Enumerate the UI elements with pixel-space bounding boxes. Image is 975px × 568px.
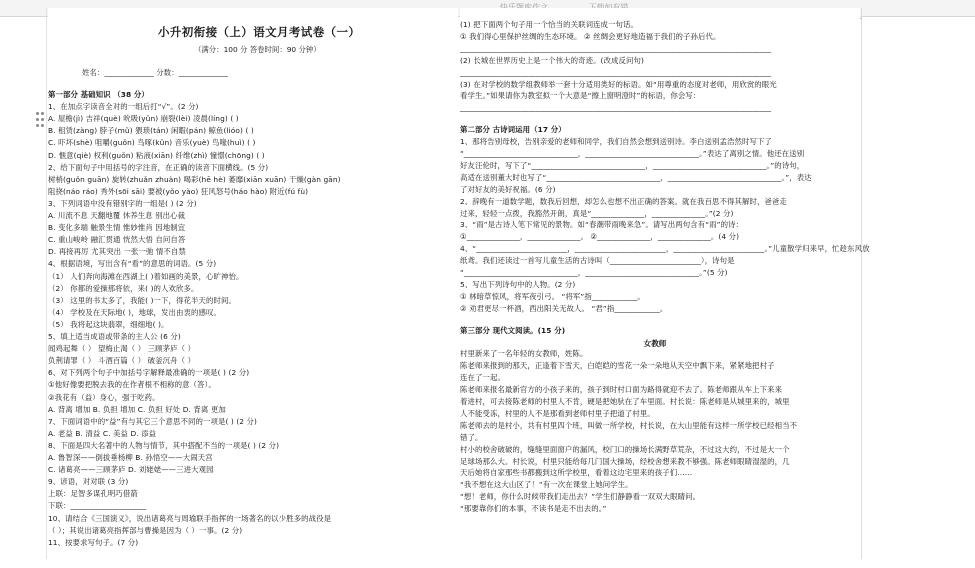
text-line: 看学生。”如果请你为教室拟一个大意是“擦上窗明澄时”的标语，你会写：: [460, 91, 701, 101]
article-title: 女教师: [643, 338, 667, 348]
text-line: 村里新来了一名年轻的女教师，姓陈。: [460, 349, 588, 359]
text-line: A. 川流不息 天翻地覆 休养生息 别出心裁: [48, 211, 186, 220]
text-line: ② 劝君更尽一杯酒，西出阳关无故人。 “君”指____________。: [460, 303, 668, 313]
text-line: 陈老师去的是村小，共有村里四个班，叫做一所学校，村长说，在大山里能有这样一所学校已经相当不: [460, 420, 798, 430]
exam-title: 小升初衔接（上）语文月考试卷（一）: [158, 25, 361, 39]
text-line: （3） 这里的书太多了，我能( )一下，得花半天的时间。: [48, 295, 236, 305]
section-heading: 第二部分 古诗词运用（17 分）: [460, 125, 566, 135]
text-line: 11、按要求写句子。(7 分): [48, 537, 139, 547]
section-heading: 第三部分 现代文阅读。(15 分): [460, 325, 566, 335]
text-line: 2、给下面句子中用括号的字注音，在正确的读音下面横线。(5 分): [48, 162, 269, 172]
text-line: 了对好友的美好祝福。(6 分): [460, 184, 556, 194]
text-line: 纸鸢。我们还读过一首写儿童生活的古诗叫（________________________），诗句是: [460, 256, 735, 266]
text-line: A. 背离 增加 B. 负担 增加 C. 负担 好处 D. 背离 更加: [48, 404, 226, 414]
text-line: 足球场那么大。村长说，村里只能给每几门国大操场，经校舍想来教不够强。陈老师眼睛湿湿的，几: [460, 456, 790, 466]
text-line: “想！老师，你什么时候带我们走出去？”学生们静静看一双双大眼睛问。: [460, 492, 701, 502]
text-line: 阻挠(náo ráo) 秀外(sōi sāi) 要被(yǒo yào) 狂风怒号(háo hào) 附近(fú fù): [48, 186, 309, 196]
text-line: 4、“________________________，________________________，________________________。”儿童散学归来早，忙趁东风放: [460, 244, 870, 254]
text-line: 4、根据语境，写出含有“看”的意思的词语。(5 分): [48, 259, 217, 269]
text-line: “那要靠你们的本事，不读书是走不出去的。”: [460, 504, 607, 514]
text-line: 3、下列词语中没有错别字的一组是( ) (2 分): [48, 198, 197, 208]
text-line: 下联：____________________: [48, 501, 147, 511]
text-line: 连在了一起。: [460, 373, 505, 383]
text-line: __________________________________________________________________________________: [460, 43, 772, 53]
text-line: A. 老益 B. 清益 C. 美益 D. 添益: [48, 428, 157, 438]
text-line: ②我花有（益）身心，强于吃药。: [48, 392, 160, 402]
text-line: 1、那将告别母校，告别亲爱的老师和同学，我们自然会想到送别诗。李白送别孟浩然时写下了: [460, 137, 772, 147]
section-heading: 第一部分 基础知识 （38 分）: [48, 90, 149, 99]
text-line: 树梢(guǒn guān) 旋转(zhuǎn zhuàn) 喝彩(hē hè) 萎靡(xiān xuān) 干燥(gàn gān): [48, 174, 341, 184]
text-line: “______________________________，______________________________。”(5 分): [460, 268, 728, 277]
text-line: 陈老师来报名最新官方的小孩子来的，孩子到时村口面为路得就迎不去了。陈老师跟从车上下来来: [460, 385, 783, 395]
text-line: A. 鲁智深——倒拔垂杨柳 B. 孙悟空——大闹天宫: [48, 453, 213, 462]
text-line: 1、在加点字读音全对的一组后打“√”。(2 分): [48, 102, 199, 112]
text-line: C. 吓坏(shè) 咀嚼(guǒn) 鸟啄(kǔn) 音乐(yuè) 鸟喙(huì) ( ): [48, 138, 256, 148]
text-line: 5、写出下列诗句中的人物。(2 分): [460, 279, 576, 289]
text-line: C. 诸葛亮——三顾茅庐 D. 刘姥姥——三进大观园: [48, 465, 214, 475]
text-line: D. 惬意(qiè) 权利(guǒn) 粘液(xiān) 纤维(zhì) 憧憬(chōng) ( ): [48, 150, 265, 160]
page-left: [48, 8, 458, 568]
text-line: 3、“雨”是古诗人笔下常见的景物。如“春潮带雨晚来急”。请写出两句含有“雨”的诗：: [460, 220, 744, 230]
text-line: A. 屋檐(jì) 吉祥(què) 吮吸(yǔn) 崩裂(lèi) 凌晨(líng) ( ): [48, 114, 239, 124]
text-line: 人不能受冻，村里的人不是那看到老师村里子把道了村里。: [460, 408, 655, 418]
text-line: 高适在送别董大时也写了“______________________________，______________________________。”，表达: [460, 172, 812, 182]
page-right: [460, 8, 870, 568]
text-line: 5、填上适当成语或带条的主人公 (6 分): [48, 332, 181, 341]
drag-handle-icon[interactable]: [36, 112, 46, 128]
text-line: (2) 长城在世界历史上是一个伟大的奇迹。(改成反问句): [460, 55, 644, 65]
text-line: __________________________________________________________________________________: [460, 103, 772, 113]
text-line: （4） 学校及在天际地( )，地球，发出由衷的感叹。: [48, 307, 221, 317]
name-score-line: 姓名：_____________ 分数：_____________: [82, 68, 229, 77]
text-line: 负荆请罪（ ） 斗酒百篇（ ） 破釜沉舟（ ）: [48, 356, 196, 366]
text-line: 好友汪伦时，写下了“______________________________，______________________________。”的诗句，: [460, 160, 805, 170]
text-line: 6、对下列两个句子中加括号字解释最准确的一项是( ) (2 分): [48, 368, 250, 378]
text-line: ① 我们得心里保护丝绸的生态环境。 ② 丝绸会更好地造福于我们的子孙后代。: [460, 31, 721, 41]
text-line: 陈老师来报到的那天，正逢着下雪天，白皑皑的雪花一朵一朵地从天空中飘下来，紧紧地把村子: [460, 361, 775, 371]
exam-subtitle: （满分：100 分 答卷时间：90 分钟）: [194, 45, 321, 54]
text-line: “我不想在这大山区了！”有一次在课堂上她问学生。: [460, 480, 633, 490]
text-line: 8、下面是四大名著中的人物与情节，其中搭配不当的一项是( ) (2 分): [48, 440, 280, 450]
text-line: B. 租赁(zàng) 脖子(mǔ) 猥琐(tán) 闲暇(pán) 鲸鱼(lióo) ( ): [48, 126, 254, 136]
text-line: (3) 在对学校的数学组教师举一套十分适用类好的标语。如“用尊重的态度对老师，用欣赏的眼光: [460, 79, 777, 89]
text-line: （1） 人们奔向海滩在西湖上( )着如画的美景，心旷神怡。: [48, 271, 244, 281]
text-line: 天后她将自家那些书都搬到这所学校里，看着这边宅里来的孩子们……: [460, 468, 693, 478]
page-edge-right: [861, 8, 862, 559]
text-line: （ ）；其说出诸葛亮指挥部与曹操是因为（ ）一事。(2 分): [48, 525, 243, 535]
text-line: (1) 把下面两个句子用一个恰当的关联词连成一句话。: [460, 20, 639, 29]
text-line: “______________________________，______________________________。”表达了离别之情。他还在送别: [460, 149, 805, 158]
text-line: B. 变化多端 触景生情 惟妙惟肖 因地制宜: [48, 223, 186, 233]
text-line: ①他好像要把脱去我的在作者根不相称的意（答）。: [48, 380, 216, 390]
text-line: 9、谚语，对对联 (3 分): [48, 477, 129, 487]
text-line: ① 林暗草惊风，将军夜引弓。 “将军”指____________。: [460, 291, 645, 301]
text-line: 10、请结合《三国演义》，说出诸葛亮与周瑜联手指挥的一场著名的以少胜多的战役是: [48, 513, 332, 523]
text-line: 7、下面词语中的“益”有与其它三个意思不同的一项是( ) (2 分): [48, 416, 258, 426]
text-line: 着进村，可去接陈老师的村里人不肯，硬是把她驮在了车里面。村长说：陈老师是从城里来的，城里: [460, 397, 790, 406]
text-line: 村小的校舍破破的，缝缝里面窗户的漏风，校门口的操场长满野草荒杂，不过这大约，不过是大一个: [460, 444, 790, 454]
text-line: （5） 我将起这块翡翠，细细地( )。: [48, 319, 169, 329]
text-line: ①______________，______________。 ②______________，______________。(4 分): [460, 232, 740, 242]
page-edge-left: [46, 8, 47, 559]
text-line: 闻鸡起舞（ ） 望梅止渴（ ） 三顾茅庐（ ）: [48, 344, 196, 354]
text-line: 错了。: [460, 432, 483, 442]
text-line: （2） 你都的爱操那将依，来( )的人欢欣多。: [48, 283, 199, 293]
text-line: 过来，轻轻一点拨，我豁然开朗，真是“______________，______________。”(2 分): [460, 208, 734, 218]
text-line: 上联：足智多谋孔明巧借箭: [48, 489, 138, 499]
text-line: 2、辞晚有一道数学题，数我后回想，却怎么也想不出正确的答案。就在我百思不得其解时，爸爸走: [460, 196, 787, 206]
text-line: __________________________________________________________________________________: [460, 67, 772, 77]
text-line: C. 重山峻岭 融汇贯通 恍然大悟 自问自答: [48, 235, 186, 245]
text-line: D. 再接再厉 尤其突出 一张一弛 情不自禁: [48, 247, 186, 257]
